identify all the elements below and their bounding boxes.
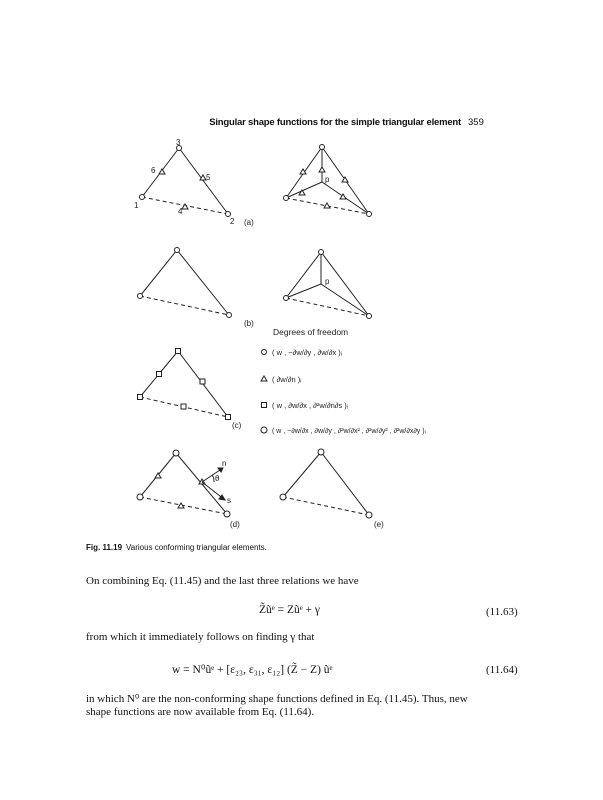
- node-3-label: 3: [176, 138, 181, 147]
- node-1-label: 1: [134, 201, 139, 210]
- equation-11-64: w = N⁰ũᵉ + [ε₂₃, ε₃₁, ε₁₂] (Z̃ − Z) ũᵉ: [172, 664, 333, 676]
- paragraph-3-line-1: in which N⁰ are the non-conforming shape functions defined in Eq. (11.45). Thus, new: [86, 693, 468, 705]
- legend-row-3: ( w , ∂w/∂x , ∂²w/∂n∂s )ᵢ: [272, 401, 348, 410]
- node-4-label: 4: [178, 207, 183, 216]
- legend-row-4: ( w , −∂w/∂x , ∂w/∂y , ∂²w/∂x² , ∂²w/∂y² , ∂²w/∂x∂y )ᵢ: [272, 428, 426, 435]
- equation-11-63-number: (11.63): [486, 606, 518, 618]
- triangle-e: [280, 449, 372, 518]
- equation-11-63: Z̃ũᵉ = Zũᵉ + γ: [259, 604, 320, 616]
- point-p-label: p: [325, 175, 330, 184]
- triangle-b-left: [138, 248, 232, 318]
- normal-axis-label: n: [222, 459, 227, 468]
- triangle-a-left: [140, 146, 231, 217]
- paragraph-3-line-2: shape functions are now available from Eq. (11.64).: [86, 706, 315, 718]
- page-number: 359: [468, 117, 484, 128]
- node-5-label: 5: [206, 173, 211, 182]
- running-title: Singular shape functions for the simple triangular element: [209, 117, 461, 128]
- point-p-label-b: p: [325, 277, 330, 286]
- panel-e-label: (e): [374, 520, 384, 529]
- node-6-label: 6: [151, 166, 156, 175]
- angle-label: θ: [215, 474, 220, 483]
- paragraph-1: On combining Eq. (11.45) and the last three relations we have: [86, 575, 359, 587]
- caption-label: Fig. 11.19: [86, 543, 123, 552]
- panel-c-label: (c): [232, 421, 242, 430]
- equation-11-64-number: (11.64): [486, 664, 518, 676]
- legend-row-2: ( ∂w/∂n )ᵢ: [272, 375, 302, 384]
- legend-row-1: ( w , −∂w/∂y , ∂w/∂x )ᵢ: [272, 348, 342, 357]
- triangle-d: [137, 450, 230, 517]
- legend-title: Degrees of freedom: [273, 327, 349, 337]
- panel-a-label: (a): [244, 218, 254, 227]
- tangent-axis-label: s: [227, 496, 231, 505]
- panel-d-label: (d): [230, 520, 240, 529]
- paragraph-2: from which it immediately follows on finding γ that: [86, 631, 315, 643]
- caption-text: Various conforming triangular elements.: [126, 543, 267, 552]
- node-2-label: 2: [230, 217, 235, 226]
- panel-b-label: (b): [244, 319, 254, 328]
- figure-caption: [86, 543, 267, 552]
- triangle-c: [138, 349, 231, 420]
